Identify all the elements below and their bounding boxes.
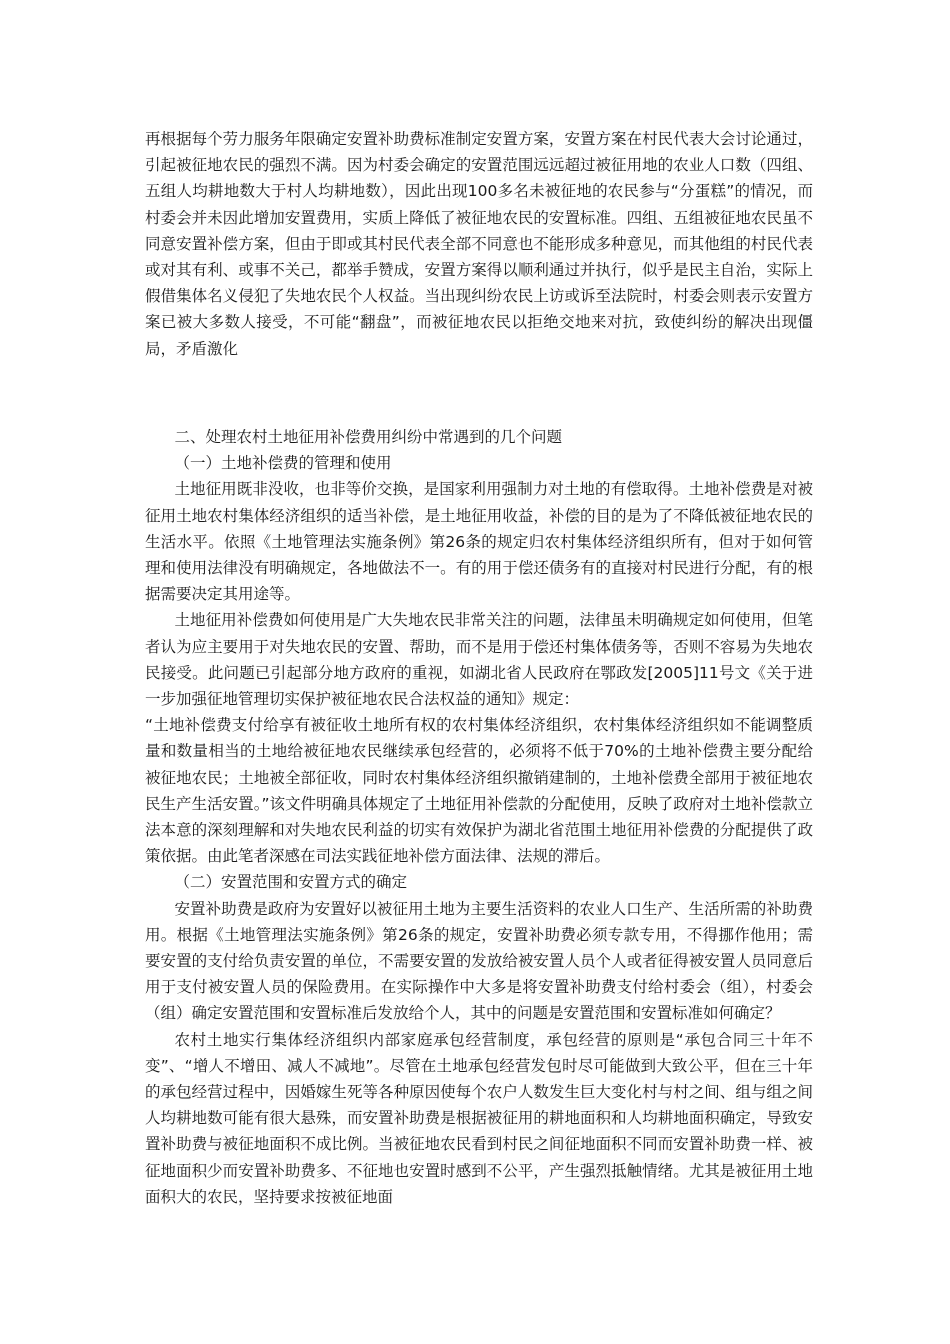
top-paragraph: 再根据每个劳力服务年限确定安置补助费标准制定安置方案，安置方案在村民代表大会讨论通过，引起被征地农民的强烈不满。因为村委会确定的安置范围远远超过被征用地的农业人口数（四组、五组人均耕地数大于村人均耕地数），因此出现100多名未被征地的农民参与“分蛋糕”的情况，而村委会并未因此增加安置费用，实质上降低了被征地农民的安置标准。四组、五组被征地农民虽不同意安置补偿方案，但由于即或其村民代表全部不同意也不能形成多种意见，而其他组的村民代表或对其有利、或事不关己，都举手赞成，安置方案得以顺利通过并执行，似乎是民主自治，实际上假借集体名义侵犯了失地农民个人权益。当出现纠纷农民上访或诉至法院时，村委会则表示安置方案已被大多数人接受，不可能“翻盘”，而被征地农民以拒绝交地来对抗，致使纠纷的解决出现僵局，矛盾激化 [145, 130, 813, 358]
subsection-2-paragraph-1: 安置补助费是政府为安置好以被征用土地为主要生活资料的农业人口生产、生活所需的补助费用。根据《土地管理法实施条例》第26条的规定，安置补助费必须专款专用，不得挪作他用；需要安置的支付给负责安置的单位，不需要安置的发放给被安置人员个人或者征得被安置人员同意后用于支付被安置人员的保险费用。在实际操作中大多是将安置补助费支付给村委会（组），村委会（组）确定安置范围和安置标准后发放给个人，其中的问题是安置范围和安置标准如何确定？ [145, 899, 813, 1023]
subsection-2-paragraph-2: 农村土地实行集体经济组织内部家庭承包经营制度，承包经营的原则是“承包合同三十年不变”、“增人不增田、减人不减地”。尽管在土地承包经营发包时尽可能做到大致公平，但在三十年的承包经营过程中，因婚嫁生死等各种原因使每个农户人数发生巨大变化村与村之间、组与组之间人均耕地数可能有很大悬殊，而安置补助费是根据被征用的耕地面积和人均耕地面积确定，导致安置补助费与被征地面积不成比例。当被征地农民看到村民之间征地面积不同而安置补助费一样、被征地面积少而安置补助费多、不征地也安置时感到不公平，产生强烈抵触情绪。尤其是被征用土地面积大的农民，坚持要求按被征地面 [145, 1030, 813, 1206]
main-text-block [145, 424, 813, 1210]
subsection-1-paragraph-1: 土地征用既非没收，也非等价交换，是国家利用强制力对土地的有偿取得。土地补偿费是对被征用土地农村集体经济组织的适当补偿，是土地征用收益，补偿的目的是为了不降低被征地农民的生活水平。依照《土地管理法实施条例》第26条的规定归农村集体经济组织所有，但对于如何管理和使用法律没有明确规定，各地做法不一。有的用于偿还债务有的直接对村民进行分配，有的根据需要决定其用途等。 [145, 480, 813, 604]
subsection-1-quote-paragraph: “土地补偿费支付给享有被征收土地所有权的农村集体经济组织，农村集体经济组织如不能调整质量和数量相当的土地给被征地农民继续承包经营的，必须将不低于70%的土地补偿费主要分配给被征地农民；土地被全部征收，同时农村集体经济组织撤销建制的，土地补偿费全部用于被征地农民生产生活安置。”该文件明确具体规定了土地征用补偿款的分配使用，反映了政府对土地补偿款立法本意的深刻理解和对失地农民利益的切实有效保护为湖北省范围土地征用补偿费的分配提供了政策依据。由此笔者深感在司法实践征地补偿方面法律、法规的滞后。 [145, 716, 813, 866]
top-text-block [145, 126, 813, 362]
section-heading: 二、处理农村土地征用补偿费用纠纷中常遇到的几个问题 [174, 428, 562, 446]
subsection-1-heading: （一）土地补偿费的管理和使用 [174, 454, 392, 473]
subsection-1-paragraph-2: 土地征用补偿费如何使用是广大失地农民非常关注的问题，法律虽未明确规定如何使用，但笔者认为应主要用于对失地农民的安置、帮助，而不是用于偿还村集体债务等，否则不容易为失地农民接受。此问题已引起部分地方政府的重视，如湖北省人民政府在鄂政发[2005]11号文《关于进一步加强征地管理切实保护被征地农民合法权益的通知》规定： [145, 611, 813, 709]
subsection-2-heading: （二）安置范围和安置方式的确定 [174, 873, 407, 892]
